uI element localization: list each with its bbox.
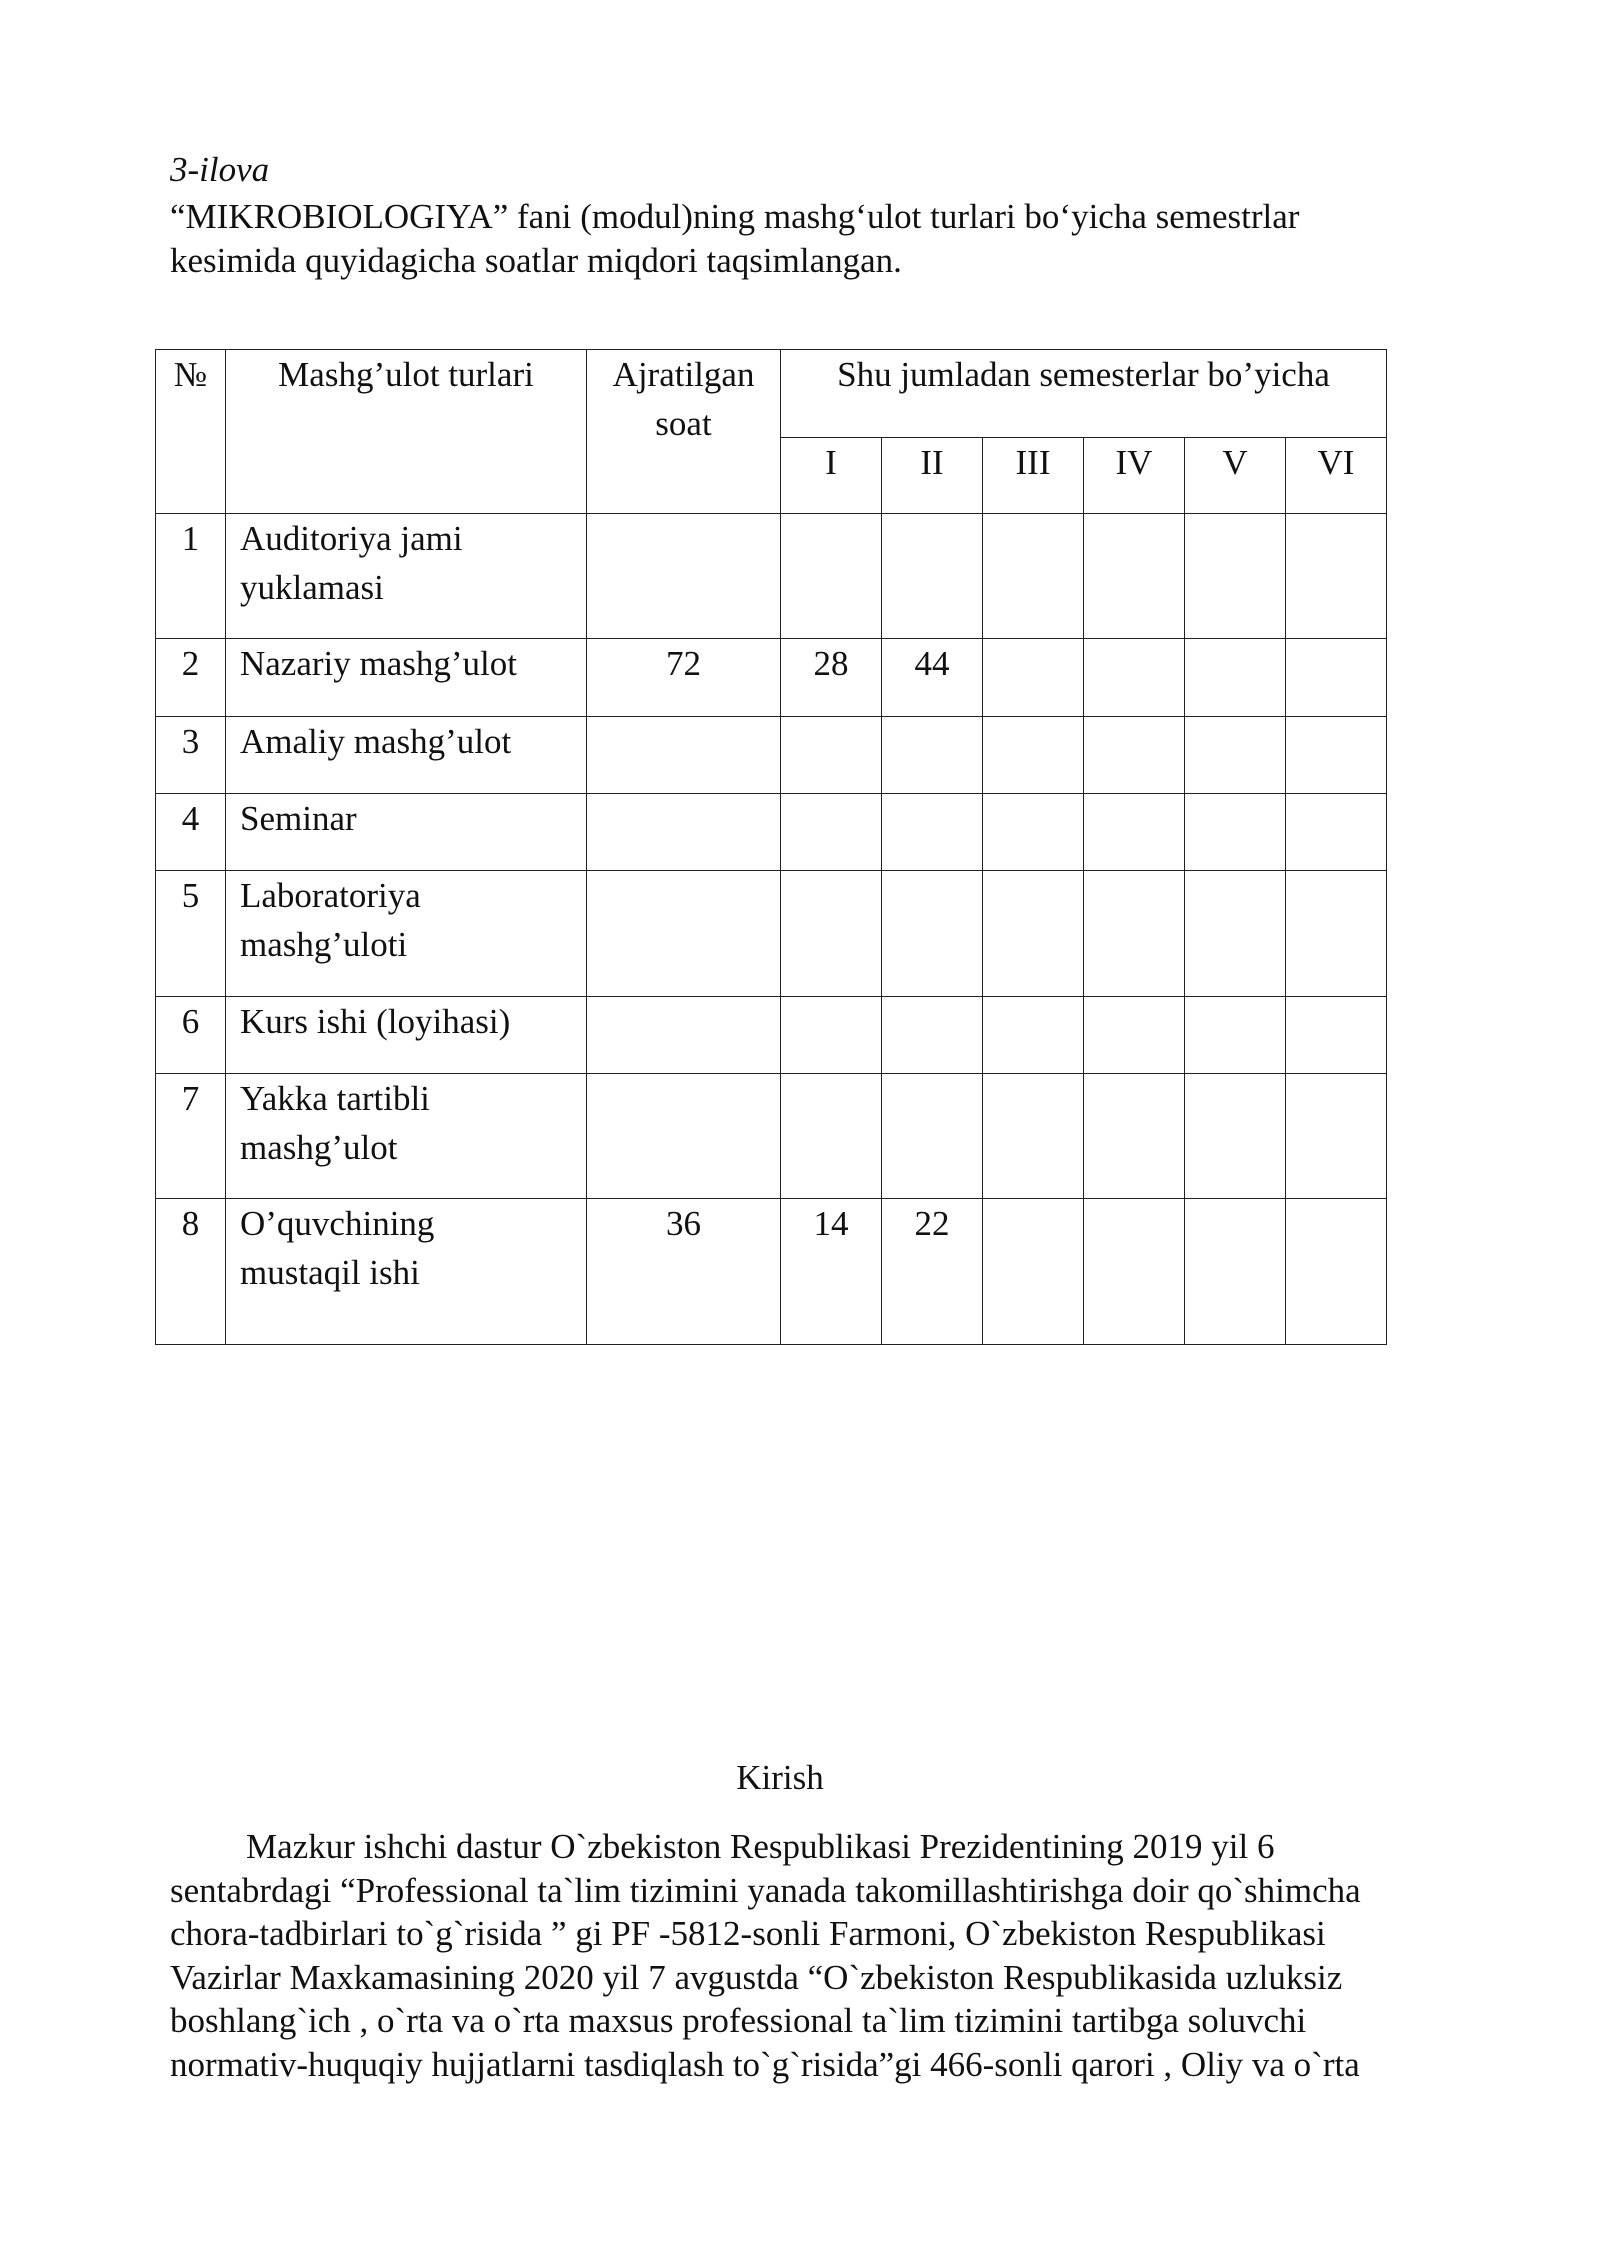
row-name [226,794,587,871]
row-number: 2 [156,639,226,717]
intro-line: “MIKROBIOLOGIYA” fani (modul)ning mashg‘ulot turlari bo‘yicha semestrlar [170,197,1300,236]
row-sem2 [882,1074,983,1199]
row-number: 6 [156,997,226,1074]
row-sem3 [983,871,1084,997]
row-sem1 [781,717,882,794]
row-sem5 [1185,794,1286,871]
row-name [226,514,587,639]
row-name-line: Kurs ishi (loyihasi) [240,1002,511,1041]
row-sem6 [1286,514,1387,639]
row-name-line: Amaliy mashg’ulot [240,722,512,761]
intro-line: kesimida quyidagicha soatlar miqdori taqsimlangan. [170,241,902,280]
row-sem3 [983,997,1084,1074]
row-name-line: mashg’ulot [240,1128,398,1167]
row-sem4 [1084,1074,1185,1199]
row-sem3 [983,1199,1084,1345]
row-number: 3 [156,717,226,794]
row-sem2 [882,717,983,794]
header-semester: I [781,438,882,514]
row-sem4 [1084,514,1185,639]
row-sem3 [983,639,1084,717]
row-hours [587,514,781,639]
table-row [156,871,1387,997]
row-sem5 [1185,1199,1286,1345]
row-sem6 [1286,717,1387,794]
row-sem2 [882,794,983,871]
row-number: 7 [156,1074,226,1199]
header-hours-line: Ajratilgan [612,355,755,394]
header-hours [587,350,781,514]
row-number: 8 [156,1199,226,1345]
row-name-line: Nazariy mashg’ulot [240,644,517,683]
header-hours-line: soat [655,404,712,443]
row-sem2 [882,514,983,639]
row-sem4 [1084,639,1185,717]
row-sem1 [781,1074,882,1199]
body-line: boshlang`ich , o`rta va o`rta maxsus professional ta`lim tizimini tartibga soluvchi [170,2001,1307,2040]
row-name [226,639,587,717]
row-sem1 [781,997,882,1074]
row-name-line: Seminar [240,799,357,838]
row-name-line: mustaqil ishi [240,1253,420,1292]
row-name [226,717,587,794]
row-hours [587,794,781,871]
row-sem4 [1084,794,1185,871]
row-name [226,997,587,1074]
row-name [226,871,587,997]
row-sem5 [1185,514,1286,639]
intro-body-paragraph [170,1825,1470,2086]
row-hours [587,1074,781,1199]
row-sem6 [1286,639,1387,717]
body-line: sentabrdagi “Professional ta`lim tizimini yanada takomillashtirishga doir qo`shimcha [170,1870,1361,1910]
row-sem3 [983,514,1084,639]
row-name-line: Yakka tartibli [240,1079,430,1118]
table-row [156,514,1387,639]
row-sem1 [781,871,882,997]
intro-paragraph [170,195,1460,283]
row-sem2: 44 [882,639,983,717]
row-sem1: 14 [781,1199,882,1345]
header-semester: VI [1286,438,1387,514]
table-row [156,1074,1387,1199]
row-name-line: Laboratoriya [240,876,421,915]
header-type: Mashg’ulot turlari [226,350,587,514]
header-number: № [156,350,226,514]
row-sem6 [1286,794,1387,871]
body-line: Vazirlar Maxkamasining 2020 yil 7 avgustda “O`zbekiston Respublikasida uzluksiz [170,1957,1343,1997]
row-name-line: O’quvchining [240,1204,435,1243]
row-hours [587,997,781,1074]
row-sem3 [983,1074,1084,1199]
header-semester: V [1185,438,1286,514]
row-name-line: Auditoriya jami [240,519,463,558]
row-sem5 [1185,1074,1286,1199]
row-sem6 [1286,871,1387,997]
row-sem4 [1084,997,1185,1074]
row-sem2: 22 [882,1199,983,1345]
row-sem5 [1185,997,1286,1074]
row-sem4 [1084,717,1185,794]
row-hours: 72 [587,639,781,717]
row-number: 1 [156,514,226,639]
section-title: Kirish [736,1758,824,1797]
table-row [156,1199,1387,1345]
table-row [156,717,1387,794]
row-hours: 36 [587,1199,781,1345]
body-line: chora-tadbirlari to`g`risida ” gi PF -5812-sonli Farmoni, O`zbekiston Respublikasi [170,1914,1326,1953]
row-sem5 [1185,871,1286,997]
table-row [156,639,1387,717]
row-name-line: mashg’uloti [240,925,408,964]
row-name [226,1199,587,1345]
row-sem6 [1286,1199,1387,1345]
row-sem5 [1185,639,1286,717]
body-line: Mazkur ishchi dastur O`zbekiston Respublikasi Prezidentining 2019 yil 6 [246,1827,1275,1866]
row-hours [587,871,781,997]
row-sem1 [781,514,882,639]
annex-label: 3-ilova [170,150,270,189]
row-sem6 [1286,997,1387,1074]
table-row [156,794,1387,871]
header-semester: IV [1084,438,1185,514]
header-semester: III [983,438,1084,514]
row-sem4 [1084,1199,1185,1345]
table-row [156,997,1387,1074]
row-name-line: yuklamasi [240,568,384,607]
row-number: 5 [156,871,226,997]
row-sem5 [1185,717,1286,794]
hours-distribution-table [155,349,1387,1345]
row-number: 4 [156,794,226,871]
row-sem3 [983,717,1084,794]
row-sem6 [1286,1074,1387,1199]
row-sem1: 28 [781,639,882,717]
header-semester: II [882,438,983,514]
row-sem1 [781,794,882,871]
row-sem2 [882,871,983,997]
row-sem4 [1084,871,1185,997]
row-sem3 [983,794,1084,871]
body-line: normativ-huquqiy hujjatlarni tasdiqlash to`g`risida”gi 466-sonli qarori , Oliy va o`rta [170,2044,1360,2084]
row-hours [587,717,781,794]
row-sem2 [882,997,983,1074]
row-name [226,1074,587,1199]
header-semesters-title: Shu jumladan semesterlar bo’yicha [781,350,1387,438]
